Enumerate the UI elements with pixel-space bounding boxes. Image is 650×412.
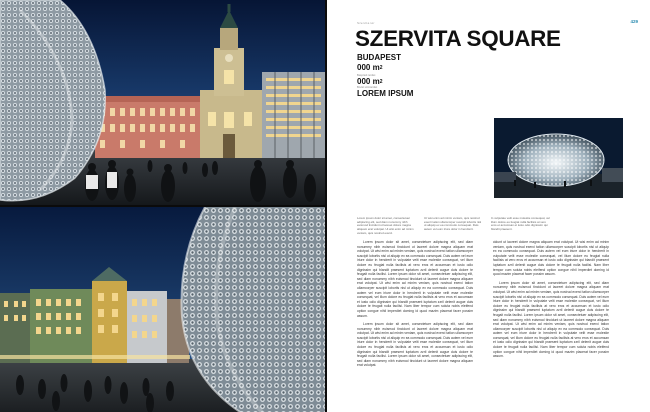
intro-column-2: Ut wisi enim ad minim veniam, quis nostrud exerci tation ullamcorper suscipit lobortis nisl ut aliquip ex ea commodo consequat. Duis autem vel eum iriure dolor in hendrerit. xyxy=(424,216,482,232)
meta-area-built-unit: 2 xyxy=(379,65,383,71)
meta-area-gross-value: 000 m xyxy=(357,77,380,86)
meta-area-gross xyxy=(357,78,382,86)
photo-square-church xyxy=(0,0,325,205)
meta-area-built-value: 000 m xyxy=(357,63,380,72)
meta-extra: LOREM IPSUM xyxy=(357,89,414,98)
meta-area-built xyxy=(357,64,382,72)
intro-column-3: In vulputate velit esse molestie consequat, vel illum dolore eu feugiat nulla facilisis at vero eros et accumsan et iusto odio dignissim qui blandit praesent. xyxy=(491,216,550,232)
body-paragraph: Lorem ipsum dolor sit amet, consectetuer adipiscing elit, sed diam nonummy nibh euismod tincidunt ut laoreet dolore magna aliquam erat volutpat. Ut wisi enim ad minim veniam, quis nostrud exerci tation ullamcorper suscipit lobortis nisl ut aliquip ex ea commodo consequat. Duis autem vel eum iriure dolor in hendrerit in vulputate velit esse molestie consequat, vel illum dolore eu feugiat nulla facilisis at vero eros et accumsan et iusto odio dignissim qui blandit praesent luptatum zzril delenit augue duis dolore te feugait nulla facilisi. Lorem ipsum dolor sit amet, consectetuer adipiscing elit, sed diam nonummy nibh euismod tincidunt ut laoreet dolore magna aliquam erat volutpat. Ut wisi enim ad minim veniam, quis nostrud exerci tation ullamcorper suscipit lobortis nisl ut aliquip ex ea commodo consequat. Duis autem vel eum iriure dolor in hendrerit in vulputate velit esse molestie consequat, vel illum dolore eu feugiat nulla facilisis at vero eros et accumsan et iusto odio dignissim qui blandit praesent luptatum zzril delenit augue duis dolore te feugait nulla facilisi. Nam liber tempor cum soluta nobis eleifend option congue nihil imperdiet doming id quod mazim placerat facer possim assum. xyxy=(493,280,609,359)
body-paragraph: cidunt ut laoreet dolore magna aliquam erat volutpat. Ut wisi enim ad minim veniam, quis nostrud exerci tation ullamcorper suscipit lobortis nisl ut aliquip ex ea commodo consequat. Duis autem vel eum iriure dolor in hendrerit in vulputate velit esse molestie consequat, vel illum dolore eu feugiat nulla facilisis at vero eros et accumsan et iusto odio dignissim qui blandit praesent luptatum zzril delenit augue duis dolore te feugait nulla facilisi. Nam liber tempor cum soluta nobis eleifend option congue nihil imperdiet doming id quod mazim placerat facer possim assum. xyxy=(493,240,609,277)
meta-area-gross-unit: 2 xyxy=(379,79,383,85)
photo-square-wide xyxy=(0,207,325,412)
kicker-label: Szervita tér xyxy=(357,21,375,25)
article-title: SZERVITA SQUARE xyxy=(355,26,561,51)
body-column-right xyxy=(493,240,609,363)
body-column-left xyxy=(357,240,473,372)
body-paragraph: Lorem ipsum dolor sit amet, consectetuer adipiscing elit, sed diam nonummy nibh euismod tincidunt ut laoreet dolore magna aliquam erat volutpat. Ut wisi enim ad minim veniam, quis nostrud exerci tation ullamcorper suscipit lobortis nisl ut aliquip ex ea commodo consequat. Duis autem vel eum iriure dolor in hendrerit in vulputate velit esse molestie consequat, vel illum dolore eu feugiat nulla facilisis at vero eros et accumsan et iusto odio dignissim qui blandit praesent luptatum zzril delenit augue duis dolore te feugait nulla facilisi. Lorem ipsum dolor sit amet, consectetuer adipiscing elit, sed diam nonummy nibh euismod tincidunt ut laoreet dolore magna aliquam erat volutpat. Ut wisi enim ad minim veniam, quis nostrud exerci tation ullamcorper suscipit lobortis nisl ut aliquip ex ea commodo consequat. Duis autem vel eum iriure dolor in hendrerit in vulputate velit esse molestie consequat, vel illum dolore eu feugiat nulla facilisis at vero eros et accumsan et iusto odio dignissim qui blandit praesent luptatum zzril delenit augue duis dolore te feugait nulla facilisi. Nam liber tempor cum soluta nobis eleifend option congue nihil imperdiet doming id quod mazim placerat facer possim assum. xyxy=(357,240,473,318)
meta-city: BUDAPEST xyxy=(357,53,402,62)
meta-area-gross-caption: Bruttó szintterület xyxy=(357,86,378,89)
meta-area-built-caption: Beépített terület xyxy=(357,74,376,77)
photo-night-building xyxy=(494,118,623,198)
intro-column-1: Lorem ipsum dolor sit amet, consectetuer adipiscing elit, sed diam nonummy nibh euismod tincidunt ut laoreet dolore magna aliquam erat volutpat. Ut wisi enim ad minim veniam, quis nostrud exerci. xyxy=(357,216,414,235)
body-paragraph: Lorem ipsum dolor sit amet, consectetuer adipiscing elit, sed diam nonummy nibh euismod tincidunt ut laoreet dolore magna aliquam erat volutpat. Ut wisi enim ad minim veniam, quis nostrud exerci tation ullamcorper suscipit lobortis nisl ut aliquip ex ea commodo consequat. Duis autem vel eum iriure dolor in hendrerit in vulputate velit esse molestie consequat, vel illum dolore eu feugiat nulla facilisis at vero eros et accumsan et iusto odio dignissim qui blandit praesent luptatum zzril delenit augue duis dolore te feugait nulla facilisi. Lorem ipsum dolor sit amet, consectetuer adipiscing elit, sed diam nonummy nibh euismod tincidunt ut laoreet dolore magna aliquam erat volutpat. xyxy=(357,322,473,368)
article-page xyxy=(327,0,650,412)
page-number: 429 xyxy=(630,19,638,24)
